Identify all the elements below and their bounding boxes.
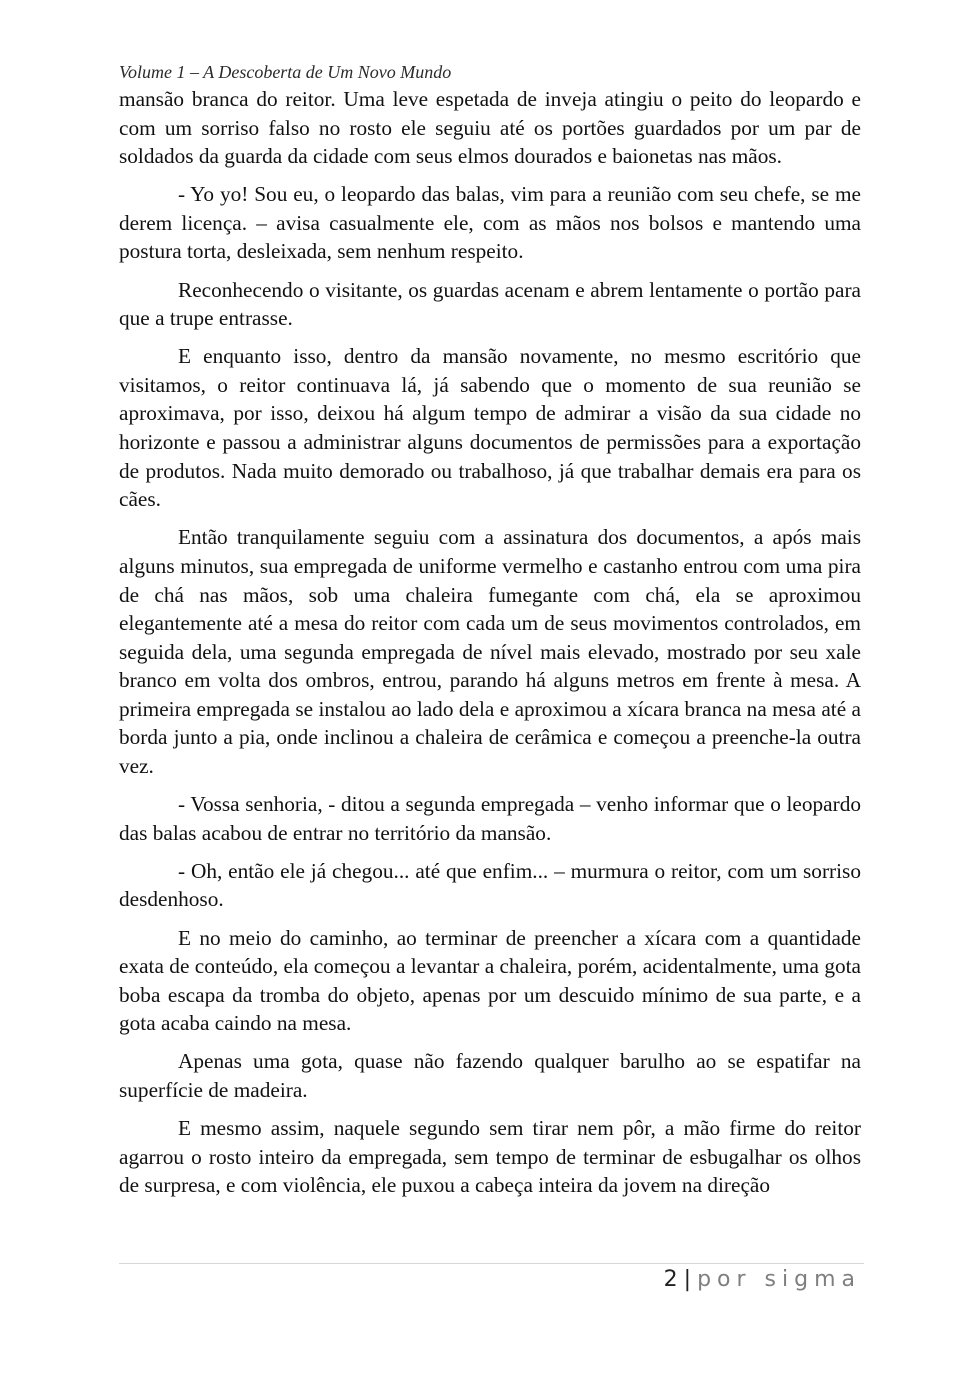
paragraph: - Yo yo! Sou eu, o leopardo das balas, vim para a reunião com seu chefe, se me derem licença. – avisa casualmente ele, com as mãos nos bolsos e mantendo uma postura torta, desleixada, sem nenhum respeito. [119, 182, 861, 264]
paragraph: Então tranquilamente seguiu com a assinatura dos documentos, a após mais alguns minutos, sua empregada de uniforme vermelho e castanho entrou com uma pira de chá nas mãos, sob uma chaleira fumegante com chá, ela se aproximou elegantemente até a mesa do reitor com cada um de seus movimentos controlados, em seguida dela, uma segunda empregada de nível mais elevado, mostrado por seu xale branco em volta dos ombros, entrou, parando há alguns metros em frente à mesa. A primeira empregada se instalou ao lado dela e aproximou a xícara branca na mesa até a borda junto a pia, onde inclinou a chaleira de cerâmica e começou a preenche-la outra vez. [119, 525, 861, 779]
running-header: Volume 1 – A Descoberta de Um Novo Mundo [119, 62, 452, 82]
author-credit: por sigma [697, 1267, 861, 1292]
paragraph: E no meio do caminho, ao terminar de preencher a xícara com a quantidade exata de conteúdo, ela começou a levantar a chaleira, porém, acidentalmente, uma gota boba escapa da tromba do objeto, apenas por um descuido mínimo de sua parte, e a gota acaba caindo na mesa. [119, 925, 861, 1036]
footer-rule [119, 1263, 864, 1264]
footer-separator: | [683, 1267, 692, 1292]
paragraph: - Vossa senhoria, - ditou a segunda empregada – venho informar que o leopardo das balas acabou de entrar no território da mansão. [119, 792, 861, 845]
paragraph: E enquanto isso, dentro da mansão novamente, no mesmo escritório que visitamos, o reitor continuava lá, já sabendo que o momento de sua reunião se aproximava, por isso, deixou há algum tempo de admirar a visão da sua cidade no horizonte e passou a administrar alguns documentos de permissões para a exportação de produtos. Nada muito demorado ou trabalhoso, já que trabalhar demais era para os cães. [119, 344, 861, 512]
body-text [119, 85, 861, 1209]
page-number: 2 [663, 1267, 678, 1292]
paragraph: E mesmo assim, naquele segundo sem tirar nem pôr, a mão firme do reitor agarrou o rosto inteiro da empregada, sem tempo de terminar de esbugalhar os olhos de surpresa, e com violência, ele puxou a cabeça inteira da jovem na direção [119, 1116, 861, 1198]
paragraph: - Oh, então ele já chegou... até que enfim... – murmura o reitor, com um sorriso desdenhoso. [119, 858, 861, 912]
paragraph: Apenas uma gota, quase não fazendo qualquer barulho ao se espatifar na superfície de madeira. [119, 1049, 861, 1102]
page-footer [664, 1267, 861, 1292]
paragraph: mansão branca do reitor. Uma leve espetada de inveja atingiu o peito do leopardo e com um sorriso falso no rosto ele seguiu até os portões guardados por um par de soldados da guarda da cidade com seus elmos dourados e baionetas nas mãos. [119, 87, 861, 169]
paragraph: Reconhecendo o visitante, os guardas acenam e abrem lentamente o portão para que a trupe entrasse. [119, 277, 861, 331]
